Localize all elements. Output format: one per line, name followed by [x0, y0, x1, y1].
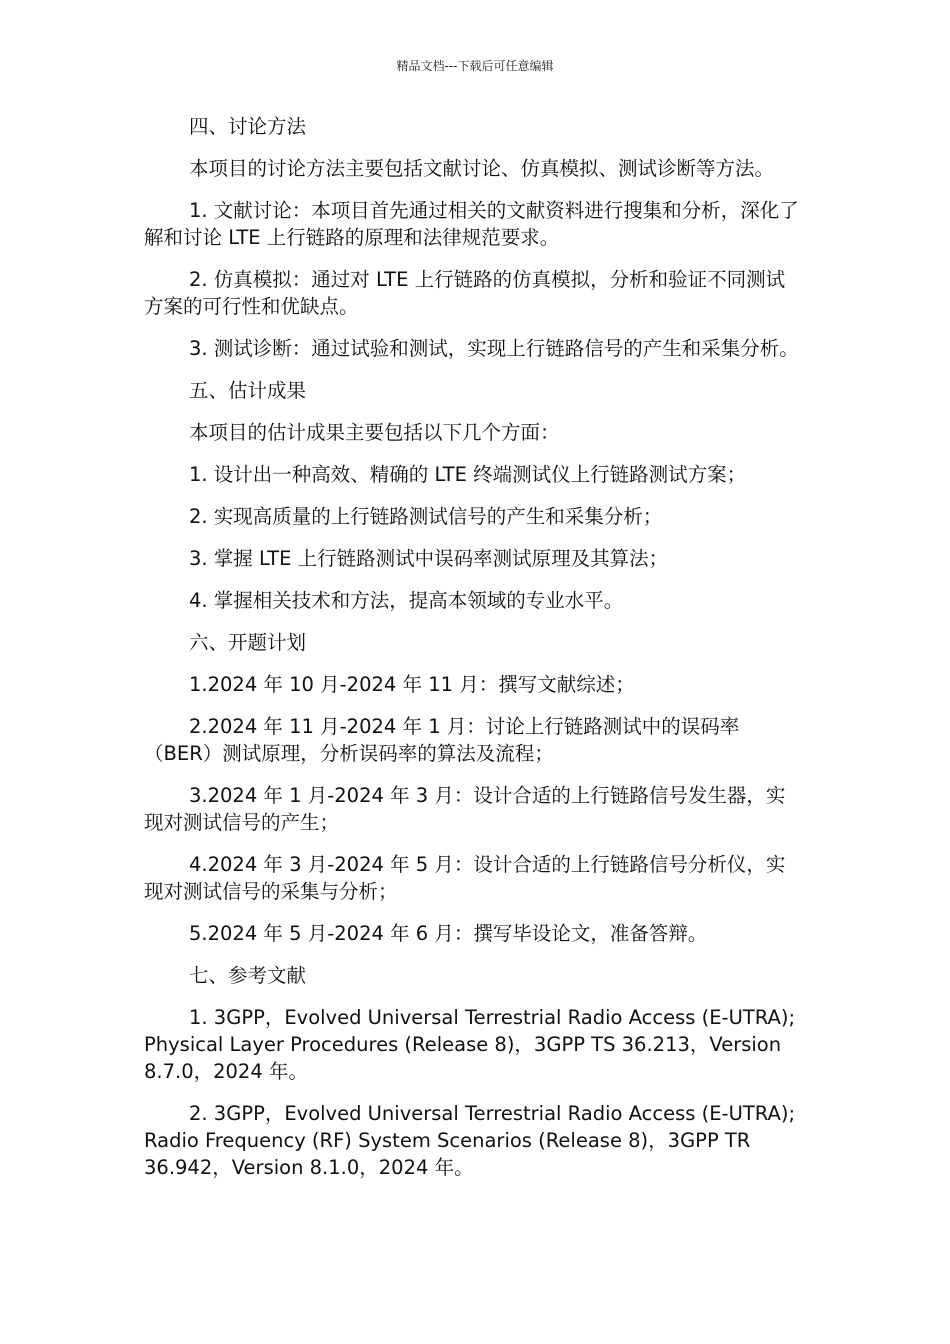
section-heading-references: 七、参考文献 — [189, 964, 307, 987]
page-header: 精品文档---下载后可任意编辑 — [396, 59, 554, 73]
plan-item: 2.2024 年 11 月-2024 年 1 月：讨论上行链路测试中的误码率（BER）测试原理，分析误码率的算法及流程； — [144, 715, 740, 765]
document-body — [144, 113, 804, 1196]
results-item: 3. 掌握 LTE 上行链路测试中误码率测试原理及其算法； — [189, 547, 669, 570]
results-item: 4. 掌握相关技术和方法，提高本领域的专业水平。 — [189, 589, 624, 612]
plan-item: 1.2024 年 10 月-2024 年 11 月：撰写文献综述； — [189, 673, 635, 696]
plan-item: 4.2024 年 3 月-2024 年 5 月：设计合适的上行链路信号分析仪，实现对测试信号的采集与分析； — [144, 853, 786, 903]
reference-item: 1. 3GPP，Evolved Universal Terrestrial Radio Access (E-UTRA); Physical Layer Procedures (Release 8)，3GPP TS 36.213，Version 8.7.0，2024 年。 — [144, 1006, 796, 1083]
discussion-item: 1. 文献讨论：本项目首先通过相关的文献资料进行搜集和分析，深化了解和讨论 LTE 上行链路的原理和法律规范要求。 — [144, 199, 799, 249]
plan-item: 3.2024 年 1 月-2024 年 3 月：设计合适的上行链路信号发生器，实现对测试信号的产生； — [144, 784, 786, 834]
discussion-item: 2. 仿真模拟：通过对 LTE 上行链路的仿真模拟，分析和验证不同测试方案的可行性和优缺点。 — [144, 268, 786, 318]
results-item: 1. 设计出一种高效、精确的 LTE 终端测试仪上行链路测试方案； — [189, 463, 747, 486]
results-item: 2. 实现高质量的上行链路测试信号的产生和采集分析； — [189, 505, 663, 528]
discussion-item: 3. 测试诊断：通过试验和测试，实现上行链路信号的产生和采集分析。 — [189, 337, 799, 360]
reference-item: 2. 3GPP，Evolved Universal Terrestrial Radio Access (E-UTRA); Radio Frequency (RF) System Scenarios (Release 8)，3GPP TR 36.942，Version 8.1.0，2024 年。 — [144, 1102, 796, 1179]
section-heading-discussion: 四、讨论方法 — [189, 115, 307, 138]
results-intro: 本项目的估计成果主要包括以下几个方面： — [189, 421, 560, 444]
discussion-intro: 本项目的讨论方法主要包括文献讨论、仿真模拟、测试诊断等方法。 — [189, 157, 775, 180]
plan-item: 5.2024 年 5 月-2024 年 6 月：撰写毕设论文，准备答辩。 — [189, 922, 708, 945]
section-heading-plan: 六、开题计划 — [189, 631, 307, 654]
section-heading-results: 五、估计成果 — [189, 379, 307, 402]
